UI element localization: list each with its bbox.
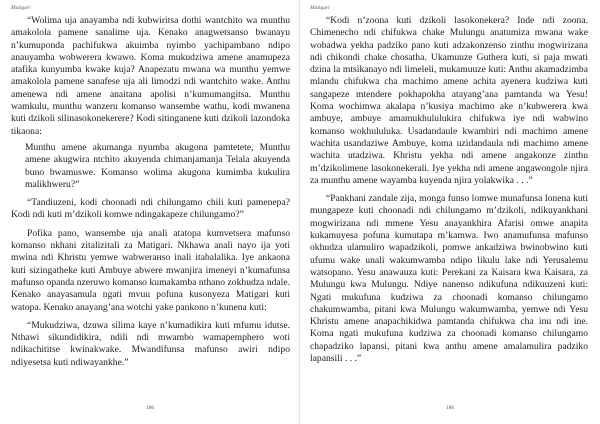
quoted-verse: Munthu amene akumanga nyumba akugona pamtetete, Munthu amene akugwira ntchito akuyenda chimanjamanja Telala akuyenda buno bwamuswe. Komanso wolima akugona kumimba kukulira malikhweru?”: [25, 141, 290, 190]
paragraph: “Mukudziwa, dzuwa silima kaye n’kumadikira kuti mfumu idutse. Nthawi sikundidikira, ndili ndi mwambo wamapemphero woti ndikachititse kwinakwake. Mwandifunsa mafunso awiri ndipo ndiyesetsa kuti ndiwayankhe.”: [11, 319, 290, 368]
page-body: [310, 15, 588, 365]
paragraph: Pofika pano, wansembe uja anali atatopa kumvetsera mafunso komanso nkhani zitalizitali za Matigari. Nkhawa anali nayo ija yoti mwina ndi Khristu yemwe wabwerанso inali itabalalika. Iye ankaona kuti sizingatheke kuti Ambuye abwere mwanjira imeneyi n’kumafunsa mafunso opanda nzeruwo komanso kumakamba nthano zokhudza ndale. Kenako anayasamula ngati mvuu pofuna kusonyeza Matigari kuti watopa. Kenako anayang’ana wotchi yake pankono n’kunena kuti:: [11, 227, 290, 313]
paragraph: “Pankhani zandale zija, monga funso lomwe munafunsa lonena kuti mungapeze kuti choonadi ndi chilungamo m’dzikoli, ndikuyankhani mogwirizana ndi mmene Yesu anayankhira Afarisi omwe anapita kukamuyesa pofuna kumutapa m’kamwa. Iwo anamufunsa mafunso okhudza ulamuliro wapadzikoli, pomwe ankadziwa bwinobwino kuti ufumu wake unali wakumwamba ndipo likulu lake ndi Yerusalemu watsopano. Yesu anawauza kuti: Perekani za Kaisara kwa Kaisara, za Mulungu kwa Mulungu. Ndiye nanenso ndikufuna ndikuuzeni kuti: Ngati mukufuna kudziwa za choonadi komanso chilungamo chakumwamba, pitani kwa Mulungu wakumwamba, yemwe ndi Yesu Khristu amene anapachikidwa pamtanda chifukwa cha inu ndi ine. Koma ngati mukufuna kudziwa za choonadi komanso chilungamo chapadziko lapansi, pitani kwa anthu amene amalamulira padziko lapansili . . .”: [310, 193, 588, 365]
page-body: [11, 15, 290, 369]
paragraph: “Kodi n’zoona kuti dzikoli lasokonekera? Inde ndi zoona. Chimenecho ndi chifukwa chake Mulungu anatumiza mwana wake wobadwa yekha padziko pano kuti adzakonzenso zinthu mogwirizana ndi chikondi chake chosatha. Ukamuuze Guthera kuti, si paja mwati dzina la mtsikanayo ndi limeleli, mukamuuze kuti: Anthu akamadzimba mlandu chifukwa cha machimo amene achita ayenera kudziwa kuti sangapeze mtendere pokhapokha atayang’ana pamtanda wa Yesu! Koma wochimwa akalapa n’kusiya machimo ake n’kubwerera kwa ambuye, ambuye amamukhululukira chifukwa iye ndi wabwino komanso wokhululuka. Usadandaule kwambiri ndi machimo amene wachita usandaziwe Ambuye, koma uzidandaula ndi machimo amene wachita utadziwa. Khristu yekha ndi amene angakonze zinthu m’dzikolimene lasokonekerali. Iye yekha ndi amene angawongole njira za munthu amene wayamba kuyenda njira yolakwika . . .”: [310, 15, 588, 186]
page-number: 186: [145, 405, 155, 411]
paragraph: “Tandiuzeni, kodi choonadi ndi chilungamo chili kuti pamenepa? Kodi ndi kuti m’dzikoli komwe ndingakapeze chilungamo?”: [11, 197, 290, 221]
running-head: Matigari: [11, 5, 31, 11]
page-number: 186: [445, 405, 455, 411]
right-page: [300, 0, 600, 424]
running-head: Matigari: [310, 5, 330, 11]
paragraph: “Wolima uja anayamba ndi kubwiritsa dothi wantchito wa munthu amakolola pamene sanalime uja. Kenako anagwetsanso bwanayu n’kumuponda pachifukwa akuimba nyimbo yachipambano ndipo anauyamba wobwerera kwawo. Koma mukudziwa amene anamupeza atafika kunyumba kwake kuja? Anapezatu mwana wa munthu yemwe amakolola pamene sanafese uja ali limodzi ndi wantchito wake. Anthu amenewa ndi amene anaitana apolisi n’kumumangitsa. Munthu wamkulu, munthu wanzeru komanso wansembe wathu, kodi mwanena kuti dzikoli silinasokonekerere? Kodi sitinganene kuti dzikoli lazondoka tikaona:: [11, 15, 290, 137]
